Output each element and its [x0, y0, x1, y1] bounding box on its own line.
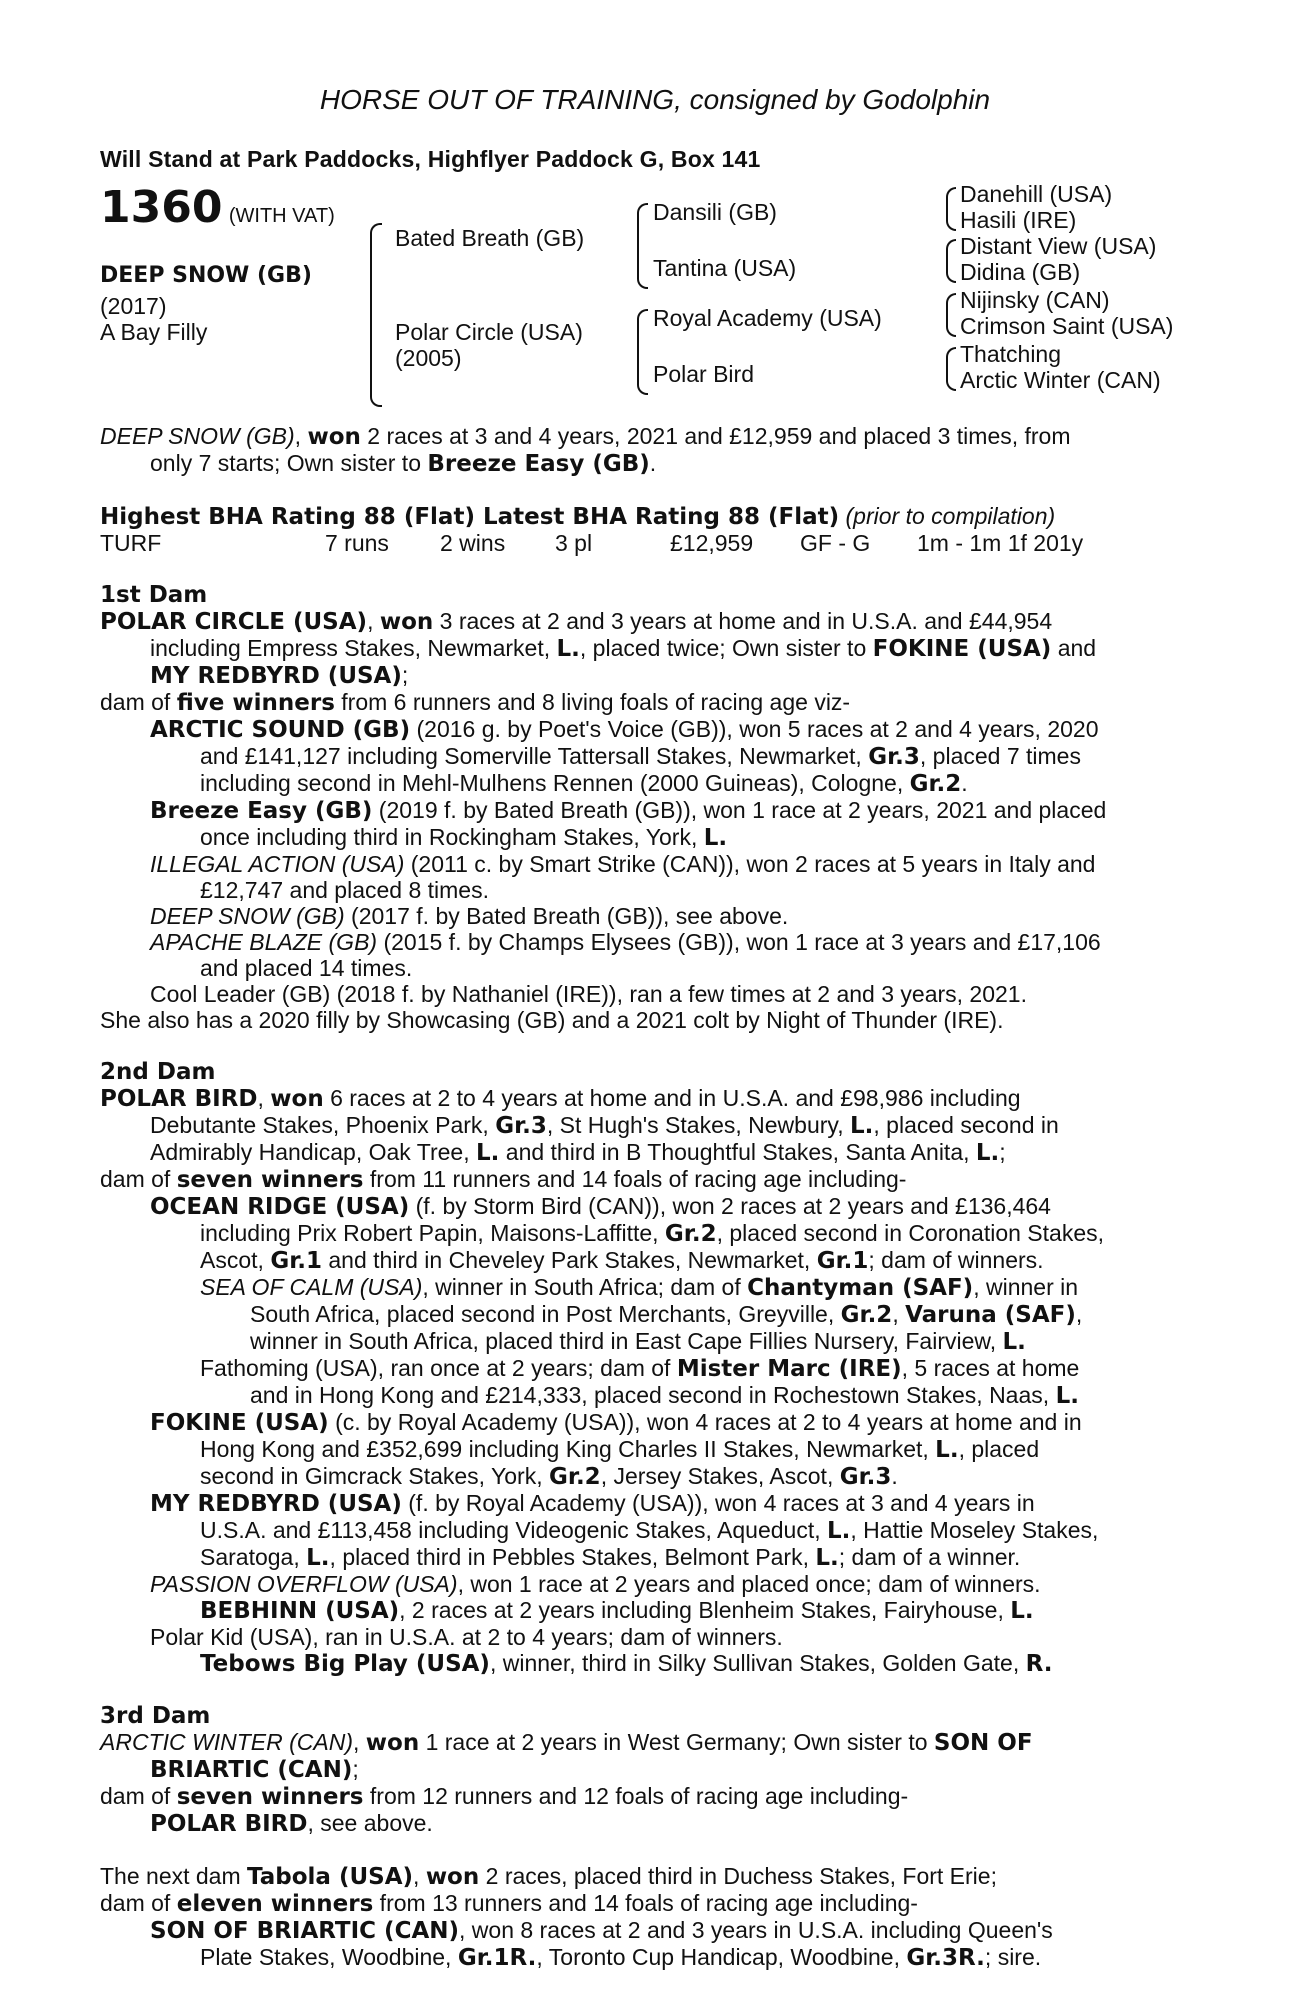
grade: L.	[1055, 1383, 1079, 1409]
progeny-name: FOKINE (USA)	[150, 1410, 329, 1436]
grade: L.	[475, 1140, 500, 1166]
text: , 2 races at 2 years including Blenheim Stakes, Fairyhouse,	[399, 1597, 1011, 1623]
grade: Gr.1	[816, 1248, 869, 1274]
third-dam-title: 3rd Dam	[100, 1703, 211, 1729]
text: Ascot,	[200, 1247, 271, 1273]
next-dam-name: Tabola (USA)	[247, 1864, 414, 1890]
other-foals: She also has a 2020 filly by Showcasing (GB) and a 2021 colt by Night of Thunder (IRE).	[100, 1007, 1004, 1033]
won: won	[270, 1086, 324, 1112]
text: , placed twice; Own sister to	[579, 635, 873, 661]
gen3-6: Crimson Saint (USA)	[960, 313, 1174, 339]
text: second in Gimcrack Stakes, York,	[200, 1463, 549, 1489]
progeny-name: SEA OF CALM (USA)	[200, 1274, 423, 1300]
text: , placed	[958, 1436, 1040, 1462]
rating-runs: 7 runs	[325, 530, 389, 556]
sep: ,	[367, 608, 380, 634]
summary-end: .	[649, 450, 657, 476]
text: Hong Kong and £352,699 including King Charles II Stakes, Newmarket,	[200, 1436, 936, 1462]
gen3-brace-2	[946, 239, 956, 283]
progeny-name: POLAR BIRD	[150, 1811, 308, 1837]
text: ;	[401, 662, 409, 688]
grade: L.	[703, 825, 728, 851]
text: ,	[892, 1301, 906, 1327]
progeny-name: Tebows Big Play (USA)	[200, 1651, 490, 1677]
gen3-2: Hasili (IRE)	[960, 207, 1077, 233]
text: , 5 races at home	[901, 1355, 1080, 1381]
progeny-name: SON OF BRIARTIC (CAN)	[150, 1918, 460, 1944]
grade: Gr.3	[868, 744, 920, 770]
text: , Hattie Moseley Stakes,	[850, 1517, 1099, 1543]
text: dam of	[100, 1890, 177, 1916]
text: and in Hong Kong and £214,333, placed second in Rochestown Stakes, Naas,	[250, 1382, 1056, 1408]
text: 2 races, placed third in Duchess Stakes, Fort Erie;	[479, 1863, 997, 1889]
rating-block	[100, 503, 1210, 556]
second-dam-section	[100, 1059, 1210, 1677]
horse-year: (2017)	[100, 293, 167, 319]
grade: L.	[849, 1113, 874, 1139]
text: , winner, third in Silky Sullivan Stakes, Golden Gate,	[489, 1650, 1026, 1676]
grade: Gr.2	[664, 1221, 717, 1247]
text: 1 race at 2 years in West Germany; Own sister to	[419, 1729, 934, 1755]
text: ; dam of winners.	[868, 1247, 1044, 1273]
progeny-name: Mister Marc (IRE)	[676, 1356, 902, 1382]
text: ;	[999, 1139, 1006, 1165]
progeny-name: DEEP SNOW (GB)	[150, 903, 345, 929]
race-summary	[100, 423, 1210, 477]
text: , Jersey Stakes, Ascot,	[600, 1463, 840, 1489]
summary-sister: Breeze Easy (GB)	[427, 451, 650, 477]
grade: L.	[935, 1437, 959, 1463]
text: , placed second in	[873, 1112, 1059, 1138]
sibling: MY REDBYRD (USA)	[150, 663, 402, 689]
text: The next dam	[100, 1863, 248, 1889]
progeny-name: BEBHINN (USA)	[200, 1598, 400, 1624]
gen3-7: Thatching	[960, 341, 1062, 367]
grade: L.	[815, 1545, 839, 1571]
text: and third in B Thoughtful Stakes, Santa Anita,	[499, 1139, 976, 1165]
page-heading: HORSE OUT OF TRAINING, consigned by Godolphin	[319, 84, 991, 115]
horse-description: A Bay Filly	[100, 319, 208, 345]
gen3-5: Nijinsky (CAN)	[960, 287, 1110, 313]
grade: Gr.2	[549, 1464, 601, 1490]
won: won	[365, 1730, 420, 1756]
text: U.S.A. and £113,458 including Videogenic Stakes, Aqueduct,	[200, 1517, 827, 1543]
grade: Gr.3R.	[906, 1945, 985, 1971]
dam-sire: Royal Academy (USA)	[653, 305, 882, 331]
winners-count: five winners	[176, 690, 335, 716]
text: including Empress Stakes, Newmarket,	[150, 635, 557, 661]
text: from 13 runners and 14 foals of racing age including-	[373, 1890, 918, 1916]
grade: L.	[827, 1518, 851, 1544]
second-dam-title: 2nd Dam	[100, 1059, 216, 1085]
sibling: BRIARTIC (CAN)	[150, 1757, 353, 1783]
text: and placed 14 times.	[200, 955, 413, 981]
text: 3 races at 2 and 3 years at home and in U.S.A. and £44,954	[433, 608, 1053, 634]
text: (c. by Royal Academy (USA)), won 4 races at 2 to 4 years at home and in	[328, 1409, 1082, 1435]
vat-label: (WITH VAT)	[228, 205, 335, 227]
text: dam of	[100, 1783, 177, 1809]
text: Fathoming (USA), ran once at 2 years; dam of	[200, 1355, 677, 1381]
first-dam-section	[100, 582, 1210, 1033]
rating-earnings: £12,959	[670, 530, 754, 556]
progeny-name: ARCTIC SOUND (GB)	[150, 717, 411, 743]
text: , Toronto Cup Handicap, Woodbine,	[536, 1944, 907, 1970]
dam3-name: ARCTIC WINTER (CAN)	[100, 1729, 353, 1755]
text: South Africa, placed second in Post Merchants, Greyville,	[250, 1301, 841, 1327]
won: won	[379, 609, 434, 635]
text: , winner in	[973, 1274, 1079, 1300]
grade: L.	[1010, 1598, 1034, 1624]
grade: L.	[1002, 1329, 1026, 1355]
lot-number: 1360	[100, 182, 223, 233]
horse-name: DEEP SNOW (GB)	[100, 263, 312, 288]
grade: Gr.3	[839, 1464, 892, 1490]
summary-text-2: only 7 starts; Own sister to	[150, 450, 428, 476]
text: dam of	[100, 689, 177, 715]
progeny-line: Polar Kid (USA), ran in U.S.A. at 2 to 4 years; dam of winners.	[150, 1624, 783, 1650]
summary-sep: ,	[294, 423, 308, 449]
rating-wins: 2 wins	[440, 530, 506, 556]
text: (f. by Storm Bird (CAN)), won 2 races at 2 years and £136,464	[409, 1193, 1051, 1219]
text: (2016 g. by Poet's Voice (GB)), won 5 races at 2 and 4 years, 2020	[410, 716, 1099, 742]
gen3-3: Distant View (USA)	[960, 233, 1157, 259]
sire-line-brace	[637, 203, 648, 289]
gen3-brace-1	[946, 187, 956, 231]
grade: R.	[1025, 1651, 1053, 1677]
text: (2019 f. by Bated Breath (GB)), won 1 race at 2 years, 2021 and placed	[372, 797, 1107, 823]
gen3-4: Didina (GB)	[960, 259, 1081, 285]
progeny-name: APACHE BLAZE (GB)	[150, 929, 378, 955]
text: including second in Mehl-Mulhens Rennen (2000 Guineas), Cologne,	[200, 770, 910, 796]
summary-won: won	[307, 424, 361, 450]
progeny-name: PASSION OVERFLOW (USA)	[150, 1571, 458, 1597]
gen3-brace-4	[946, 347, 956, 391]
text: ; sire.	[984, 1944, 1042, 1970]
progeny-name: ILLEGAL ACTION (USA)	[150, 851, 405, 877]
text: dam of	[100, 1166, 177, 1192]
text: from 11 runners and 14 foals of racing age including-	[363, 1166, 907, 1192]
gen3-brace-3	[946, 293, 956, 337]
dam: Polar Circle (USA)	[395, 319, 583, 345]
dam-line-brace	[637, 309, 648, 395]
grade: Gr.2	[909, 771, 962, 797]
summary-text: 2 races at 3 and 4 years, 2021 and £12,959 and placed 3 times, from	[360, 423, 1071, 449]
third-dam-section	[100, 1703, 1210, 1837]
rating-label: Highest BHA Rating 88 (Flat) Latest BHA Rating 88 (Flat)	[100, 504, 840, 530]
winners-count: seven winners	[176, 1167, 364, 1193]
won: won	[425, 1864, 480, 1890]
gen3-8: Arctic Winter (CAN)	[960, 367, 1161, 393]
text: (2011 c. by Smart Strike (CAN)), won 2 races at 5 years in Italy and	[404, 851, 1096, 877]
text: ,	[1075, 1301, 1083, 1327]
text: , winner in South Africa; dam of	[422, 1274, 748, 1300]
text: once including third in Rockingham Stakes, York,	[200, 824, 704, 850]
sibling: SON OF	[933, 1730, 1033, 1756]
catalogue-page	[100, 0, 1210, 1971]
text: and	[1051, 635, 1097, 661]
progeny-line: Cool Leader (GB) (2018 f. by Nathaniel (IRE)), ran a few times at 2 and 3 years, 2021.	[150, 981, 1027, 1007]
text: Plate Stakes, Woodbine,	[200, 1944, 458, 1970]
sire-dam: Tantina (USA)	[653, 255, 797, 281]
progeny-name: OCEAN RIDGE (USA)	[150, 1194, 410, 1220]
progeny-name: Varuna (SAF)	[905, 1302, 1076, 1328]
lot-number-line	[100, 183, 335, 233]
text: , placed second in Coronation Stakes,	[716, 1220, 1105, 1246]
text: Debutante Stakes, Phoenix Park,	[150, 1112, 496, 1138]
text: 6 races at 2 to 4 years at home and in U.S.A. and £98,986 including	[323, 1085, 1021, 1111]
sep: ,	[413, 1863, 426, 1889]
winners-count: seven winners	[176, 1784, 364, 1810]
sire: Bated Breath (GB)	[395, 225, 585, 251]
first-dam-title: 1st Dam	[100, 582, 208, 608]
text: Saratoga,	[200, 1544, 307, 1570]
pedigree-block	[100, 177, 1210, 417]
text: and third in Cheveley Park Stakes, Newmarket,	[322, 1247, 817, 1273]
rating-distance: 1m - 1m 1f 201y	[917, 530, 1084, 556]
text: .	[961, 770, 968, 796]
winners-count: eleven winners	[176, 1891, 374, 1917]
next-dam-section	[100, 1863, 1210, 1971]
sep: ,	[257, 1085, 271, 1111]
sibling: FOKINE (USA)	[872, 636, 1052, 662]
grade: Gr.1	[270, 1248, 322, 1274]
pedigree-brace	[370, 223, 382, 407]
stand-location: Will Stand at Park Paddocks, Highflyer Paddock G, Box 141	[100, 146, 761, 172]
sire-sire: Dansili (GB)	[653, 199, 777, 225]
rating-placed: 3 pl	[555, 530, 593, 556]
text: from 12 runners and 12 foals of racing age including-	[363, 1783, 909, 1809]
dam1-name: POLAR CIRCLE (USA)	[100, 609, 368, 635]
text: , won 1 race at 2 years and placed once; dam of winners.	[457, 1571, 1041, 1597]
progeny-name: Chantyman (SAF)	[747, 1275, 974, 1301]
dam-year: (2005)	[395, 345, 462, 371]
text: (2015 f. by Champs Elysees (GB)), won 1 race at 3 years and £17,106	[377, 929, 1101, 955]
text: .	[891, 1463, 898, 1489]
rating-surface: TURF	[100, 530, 162, 556]
text: and £141,127 including Somerville Tattersall Stakes, Newmarket,	[200, 743, 869, 769]
grade: L.	[556, 636, 580, 662]
rating-row	[100, 530, 1210, 556]
text: (f. by Royal Academy (USA)), won 4 races at 3 and 4 years in	[401, 1490, 1035, 1516]
rating-going: GF - G	[800, 530, 871, 556]
text: , placed 7 times	[919, 743, 1081, 769]
rating-note: (prior to compilation)	[839, 503, 1056, 529]
text: (2017 f. by Bated Breath (GB)), see above.	[344, 903, 789, 929]
text: , placed third in Pebbles Stakes, Belmont Park,	[329, 1544, 816, 1570]
text: Admirably Handicap, Oak Tree,	[150, 1139, 476, 1165]
grade: L.	[975, 1140, 1000, 1166]
summary-horse: DEEP SNOW (GB)	[100, 423, 295, 449]
dam-dam: Polar Bird	[653, 361, 754, 387]
text: from 6 runners and 8 living foals of racing age viz-	[334, 689, 851, 715]
dam2-name: POLAR BIRD	[100, 1086, 258, 1112]
text: , won 8 races at 2 and 3 years in U.S.A. including Queen's	[459, 1917, 1053, 1943]
progeny-name: MY REDBYRD (USA)	[150, 1491, 402, 1517]
grade: Gr.1R.	[457, 1945, 537, 1971]
grade: L.	[306, 1545, 330, 1571]
text: including Prix Robert Papin, Maisons-Laffitte,	[200, 1220, 665, 1246]
text: winner in South Africa, placed third in East Cape Fillies Nursery, Fairview,	[250, 1328, 1003, 1354]
text: , see above.	[307, 1810, 433, 1836]
text: , St Hugh's Stakes, Newbury,	[546, 1112, 850, 1138]
gen3-1: Danehill (USA)	[960, 181, 1113, 207]
progeny-name: Breeze Easy (GB)	[150, 798, 373, 824]
text: ;	[352, 1756, 359, 1782]
sep: ,	[352, 1729, 366, 1755]
text: £12,747 and placed 8 times.	[200, 877, 489, 903]
text: ; dam of a winner.	[838, 1544, 1021, 1570]
grade: Gr.2	[840, 1302, 893, 1328]
grade: Gr.3	[495, 1113, 547, 1139]
